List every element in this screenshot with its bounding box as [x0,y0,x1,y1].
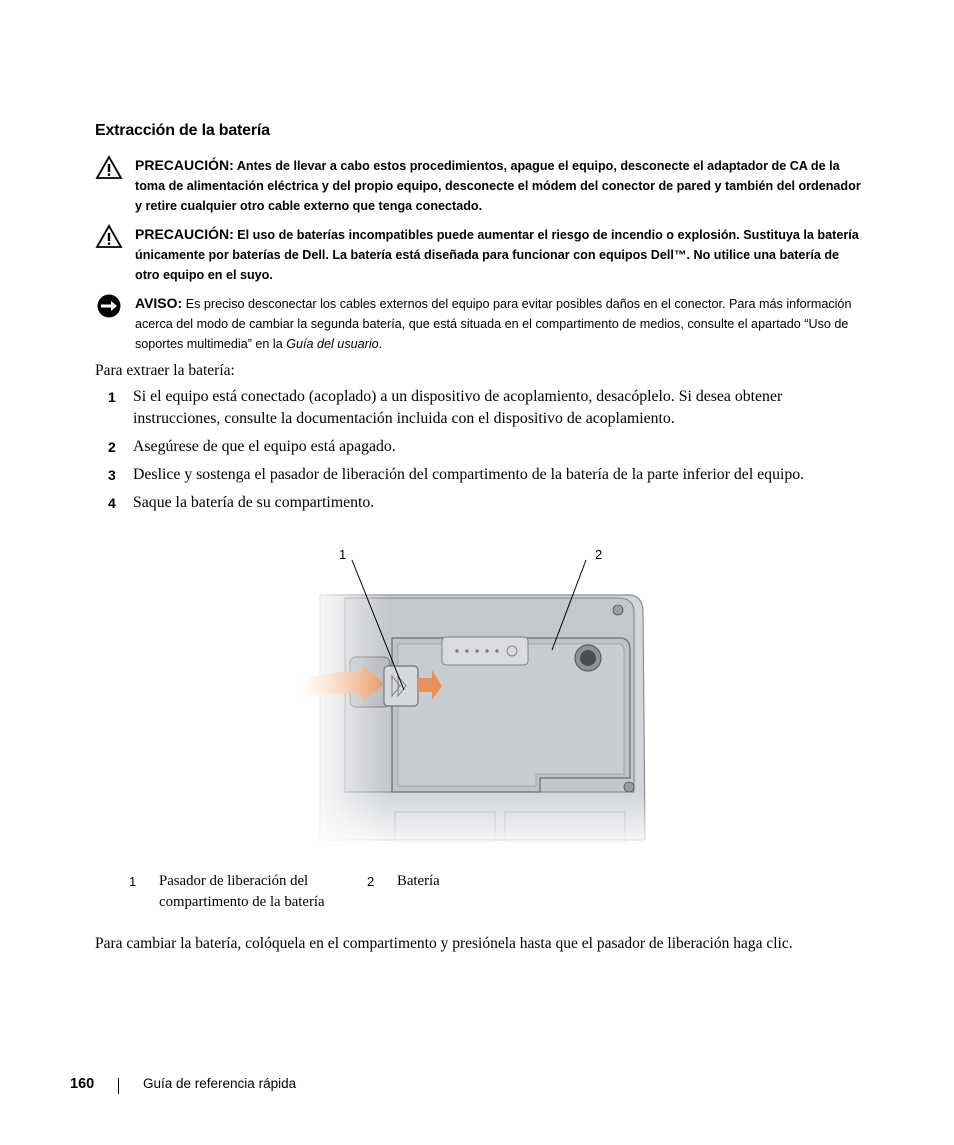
step-number: 1 [108,389,116,405]
step-4 [95,492,865,514]
footer-title: Guía de referencia rápida [143,1076,297,1091]
page-number: 160 [70,1076,95,1092]
caution-notice-1 [95,155,865,216]
closing-text: Para cambiar la batería, colóquela en el compartimento y presiónela hasta que el pasador de liberación haga clic. [95,935,793,952]
laptop-bottom-drawing [300,540,660,855]
step-text: Asegúrese de que el equipo está apagado. [133,438,396,455]
callout-2: 2 [595,547,603,562]
warning-triangle-icon [95,155,123,181]
step-number: 3 [108,467,116,483]
step-text: Saque la batería de su compartimento. [133,494,375,511]
caution-keyword: PRECAUCIÓN: [135,157,234,173]
aviso-notice [95,293,865,354]
notice-circle-icon [95,294,123,320]
legend-label: Batería [397,873,440,889]
step-1 [95,386,865,430]
battery-illustration [300,540,660,855]
step-number: 2 [108,439,116,455]
legend-label: compartimento de la batería [159,894,325,910]
legend-label: Pasador de liberación del [159,873,309,889]
warning-triangle-icon [95,224,123,250]
caution-notice-2 [95,224,865,285]
step-number: 4 [108,495,116,511]
step-2 [95,436,865,458]
callout-1: 1 [339,547,347,562]
step-text: Si el equipo está conectado (acoplado) a un dispositivo de acoplamiento, desacóplelo. Si desea obtener instrucciones, consulte la documentación incluida con el dispositivo de acoplamiento. [133,388,783,427]
aviso-text: Es preciso desconectar los cables externos del equipo para evitar posibles daños en el conector. Para más información acerca del modo de cambiar la segunda batería, que está situada en el compartimento de medios, consulte el apartado “Uso de soportes multimedia” en la [135,297,852,351]
step-text: Deslice y sostenga el pasador de liberación del compartimento de la batería de la parte inferior del equipo. [133,466,805,483]
step-3 [95,464,865,486]
aviso-keyword: AVISO: [135,295,183,311]
aviso-text-emphasis: Guía del usuario [286,337,379,351]
section-title: Extracción de la batería [95,122,270,139]
legend-number: 2 [367,874,375,889]
aviso-text-end: . [378,337,383,351]
caution-text: Antes de llevar a cabo estos procedimientos, apague el equipo, desconecte el adaptador de CA de la toma de alimentación eléctrica y del propio equipo, desconecte el módem del conector de pared y también del ordenador y retire cualquier otro cable externo que tenga conectado. [135,159,861,213]
caution-text: El uso de baterías incompatibles puede aumentar el riesgo de incendio o explosión. Sustituya la batería únicamente por baterías de Dell. La batería está diseñada para funcionar con equipos Dell™. No utilice una batería de otro equipo en el suyo. [135,228,859,282]
intro-text: Para extraer la batería: [95,362,235,379]
legend-number: 1 [129,874,137,889]
footer-divider [118,1078,119,1094]
caution-keyword: PRECAUCIÓN: [135,226,234,242]
